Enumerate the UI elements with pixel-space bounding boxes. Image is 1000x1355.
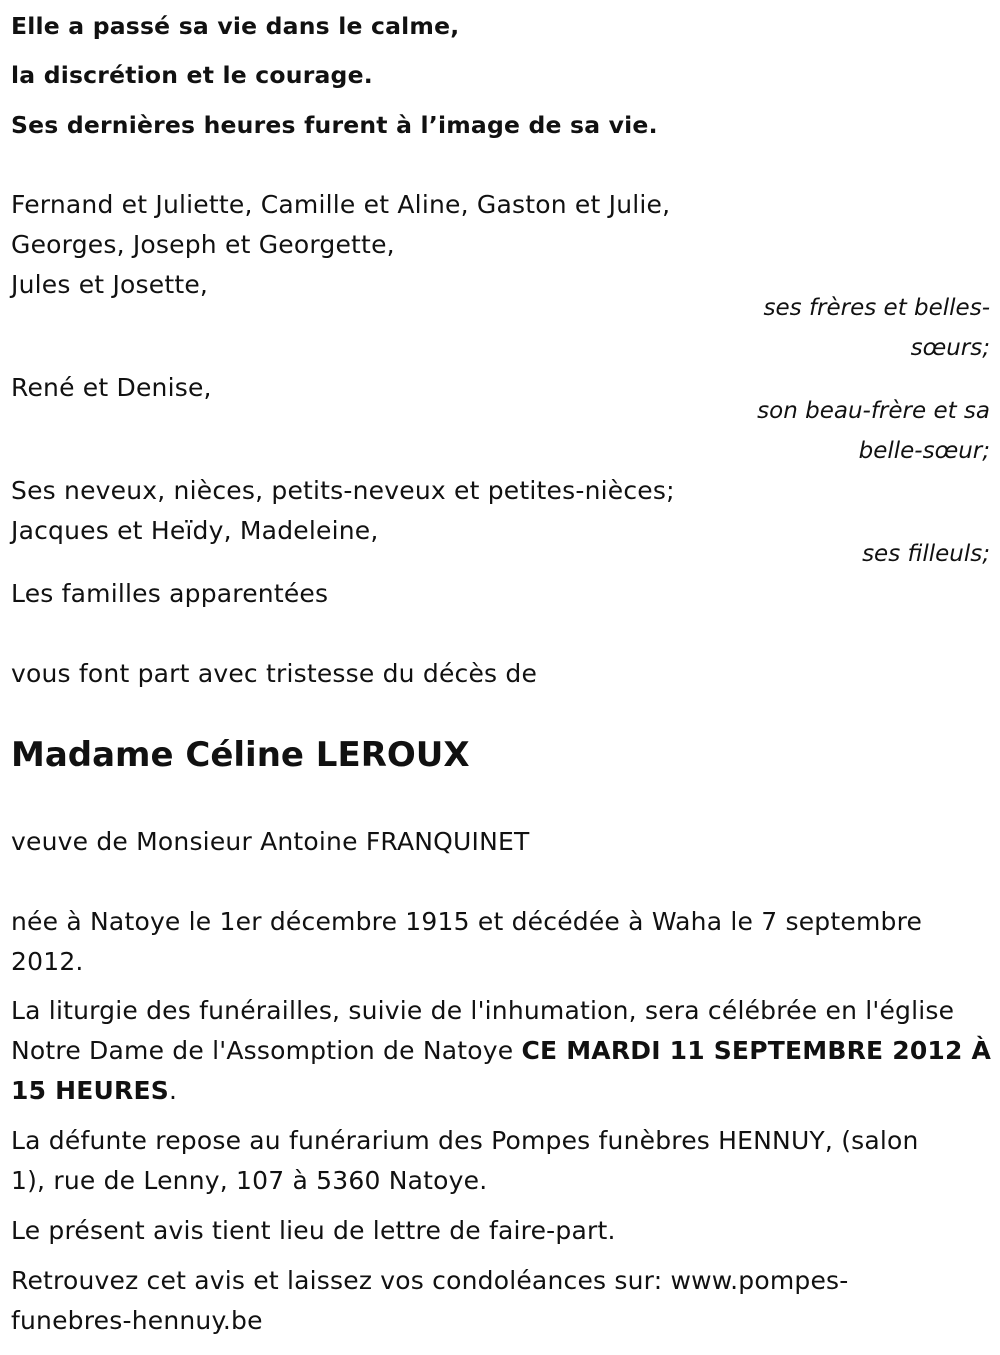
siblings-line-3: Jules et Josette, bbox=[11, 270, 209, 299]
quote-line-2: la discrétion et le courage. bbox=[11, 61, 373, 89]
quote-line-1: Elle a passé sa vie dans le calme, bbox=[11, 12, 460, 40]
siblings-line-1: Fernand et Juliette, Camille et Aline, Gaston et Julie, bbox=[11, 190, 671, 219]
godchildren-role: ses filleuls; bbox=[862, 541, 990, 567]
deceased-name: Madame Céline LEROUX bbox=[11, 735, 470, 775]
inlaws-role-1: son beau-frère et sa bbox=[757, 398, 990, 424]
widow-of-line: veuve de Monsieur Antoine FRANQUINET bbox=[11, 827, 530, 856]
quote-line-3: Ses dernières heures furent à l’image de sa vie. bbox=[11, 111, 658, 139]
repose-line-1: La défunte repose au funérarium des Pompes funèbres HENNUY, (salon bbox=[11, 1126, 919, 1155]
liturgy-line-3 bbox=[11, 1071, 177, 1111]
siblings-role-1: ses frères et belles- bbox=[763, 295, 990, 321]
liturgy-church: Notre Dame de l'Assomption de Natoye bbox=[11, 1036, 522, 1065]
inlaws-line: René et Denise, bbox=[11, 373, 212, 402]
notice-line: Le présent avis tient lieu de lettre de faire-part. bbox=[11, 1216, 616, 1245]
liturgy-line-2 bbox=[11, 1031, 991, 1071]
birth-death-line-1: née à Natoye le 1er décembre 1915 et décédée à Waha le 7 septembre bbox=[11, 907, 923, 936]
nephews-line: Ses neveux, nièces, petits-neveux et petites-nièces; bbox=[11, 476, 675, 505]
liturgy-line-1: La liturgie des funérailles, suivie de l'inhumation, sera célébrée en l'église bbox=[11, 996, 955, 1025]
liturgy-date: CE MARDI 11 SEPTEMBRE 2012 À bbox=[521, 1036, 992, 1065]
liturgy-period: . bbox=[168, 1076, 178, 1105]
announcement-line: vous font part avec tristesse du décès de bbox=[11, 659, 538, 688]
related-families-line: Les familles apparentées bbox=[11, 579, 329, 608]
godchildren-line: Jacques et Heïdy, Madeleine, bbox=[11, 516, 379, 545]
siblings-line-2: Georges, Joseph et Georgette, bbox=[11, 230, 395, 259]
siblings-role-2: sœurs; bbox=[910, 335, 990, 361]
birth-death-line-2: 2012. bbox=[11, 947, 84, 976]
condolences-line-1: Retrouvez cet avis et laissez vos condoléances sur: www.pompes- bbox=[11, 1266, 849, 1295]
inlaws-role-2: belle-sœur; bbox=[858, 438, 990, 464]
condolences-link[interactable]: funebres-hennuy.be bbox=[11, 1306, 263, 1335]
liturgy-time: 15 HEURES bbox=[11, 1076, 169, 1105]
repose-line-2: 1), rue de Lenny, 107 à 5360 Natoye. bbox=[11, 1166, 488, 1195]
